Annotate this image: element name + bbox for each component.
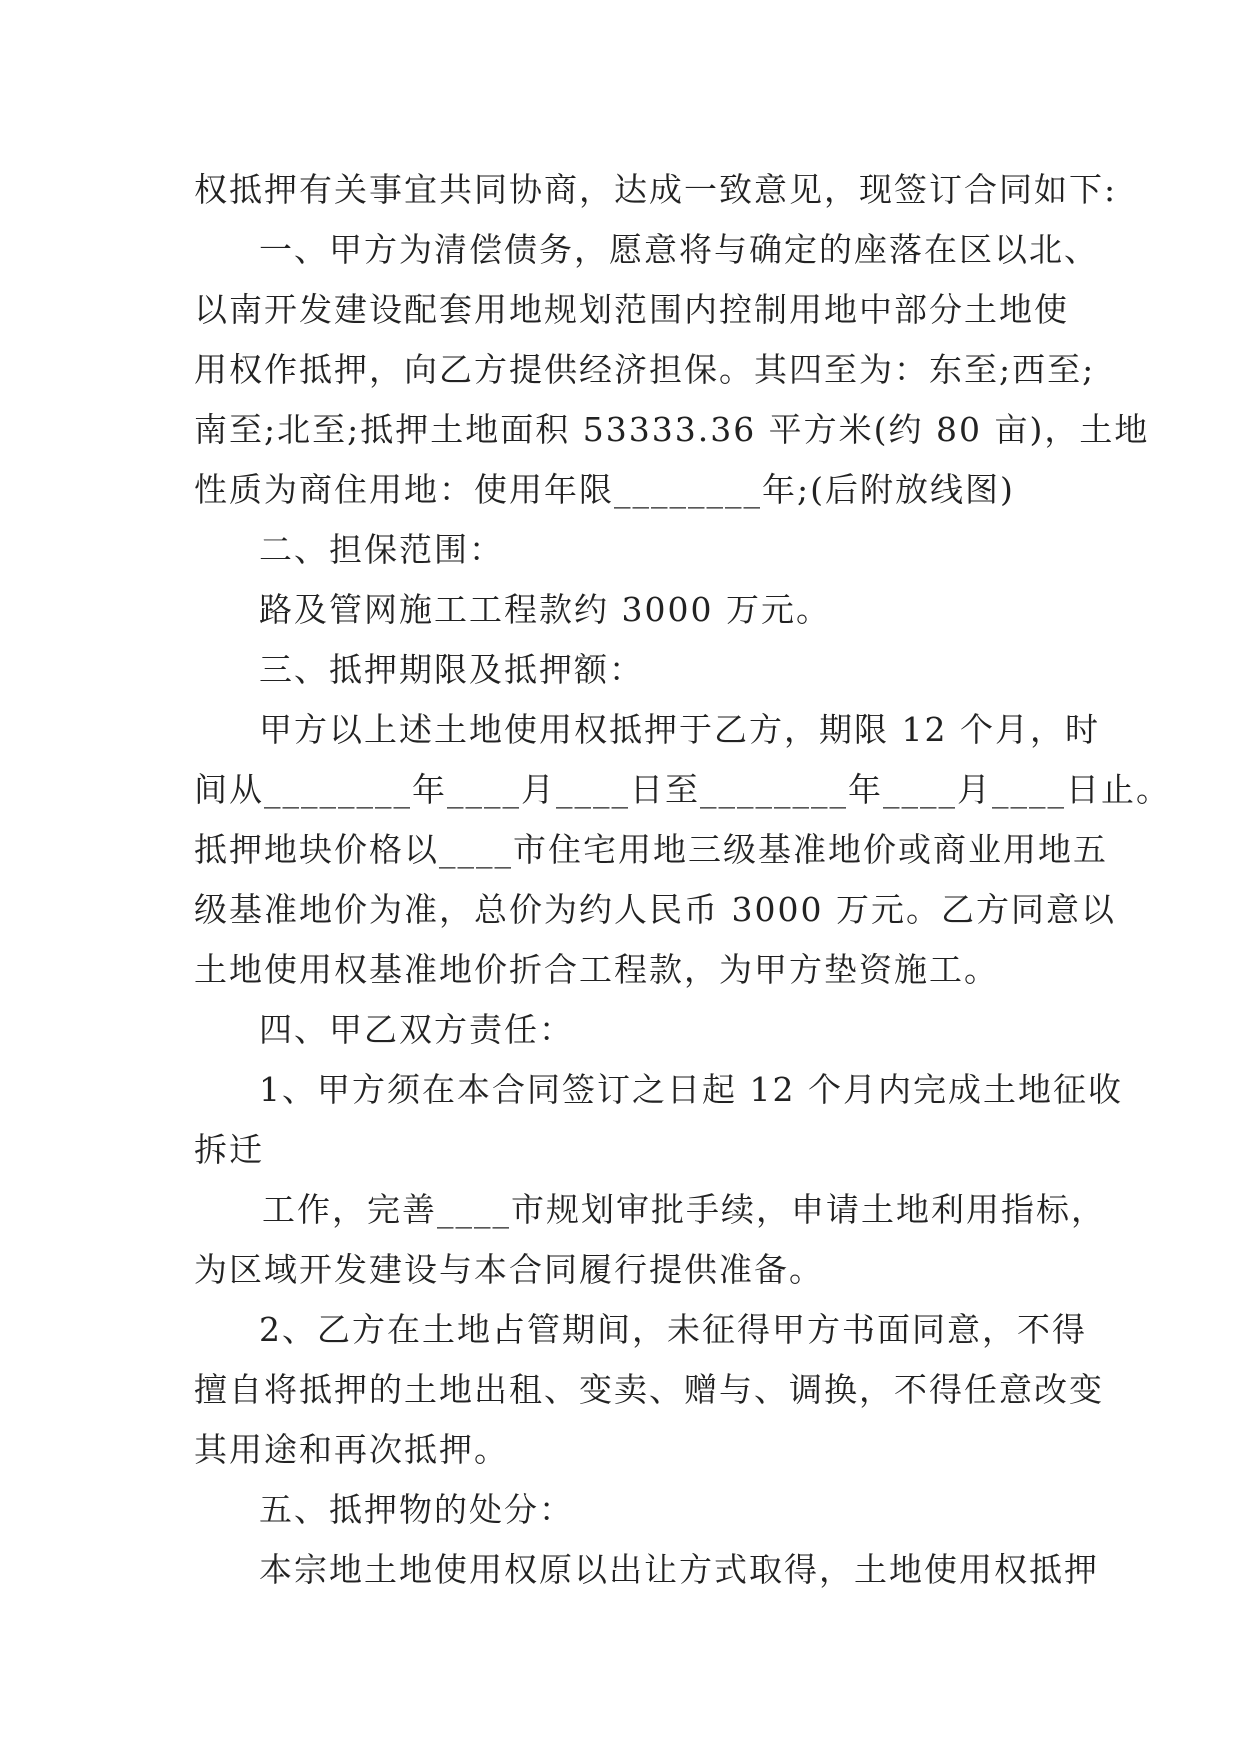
paragraph-line: 其用途和再次抵押。 (194, 1430, 509, 1469)
paragraph-line: 为区域开发建设与本合同履行提供准备。 (194, 1250, 824, 1289)
paragraph-line: 擅自将抵押的土地出租、变卖、赠与、调换，不得任意改变 (194, 1370, 1104, 1409)
paragraph-line: 甲方以上述土地使用权抵押于乙方，期限 12 个月，时 (259, 710, 1100, 749)
paragraph-line: 路及管网施工工程款约 3000 万元。 (259, 590, 831, 629)
paragraph-line: 抵押地块价格以____市住宅用地三级基准地价或商业用地五 (194, 830, 1108, 869)
paragraph-line: 间从________年____月____日至________年____月____日止。 (194, 770, 1171, 809)
paragraph-line: 级基准地价为准，总价为约人民币 3000 万元。乙方同意以 (194, 890, 1116, 929)
paragraph-line: 本宗地土地使用权原以出让方式取得，土地使用权抵押 (259, 1550, 1099, 1589)
paragraph-line: 性质为商住用地：使用年限________年;(后附放线图) (194, 470, 1015, 509)
clause-3-heading: 三、抵押期限及抵押额： (259, 650, 644, 689)
clause-5-heading: 五、抵押物的处分： (259, 1490, 574, 1529)
paragraph-line: 南至;北至;抵押土地面积 53333.36 平方米(约 80 亩)，土地 (194, 410, 1150, 449)
paragraph-line: 1、甲方须在本合同签订之日起 12 个月内完成土地征收 (259, 1070, 1123, 1109)
clause-2-heading: 二、担保范围： (259, 530, 504, 569)
paragraph-line: 拆迁 (194, 1130, 264, 1169)
paragraph-line: 工作，完善____市规划审批手续，申请土地利用指标， (262, 1190, 1106, 1229)
paragraph-line: 2、乙方在土地占管期间，未征得甲方书面同意，不得 (259, 1310, 1087, 1349)
clause-1-heading: 一、甲方为清偿债务，愿意将与确定的座落在区以北、 (259, 230, 1099, 269)
paragraph-line: 土地使用权基准地价折合工程款，为甲方垫资施工。 (194, 950, 999, 989)
clause-4-heading: 四、甲乙双方责任： (259, 1010, 574, 1049)
paragraph-line: 以南开发建设配套用地规划范围内控制用地中部分土地使 (194, 290, 1069, 329)
paragraph-line: 权抵押有关事宜共同协商，达成一致意见，现签订合同如下: (194, 170, 1118, 209)
paragraph-line: 用权作抵押，向乙方提供经济担保。其四至为：东至;西至; (194, 350, 1096, 389)
